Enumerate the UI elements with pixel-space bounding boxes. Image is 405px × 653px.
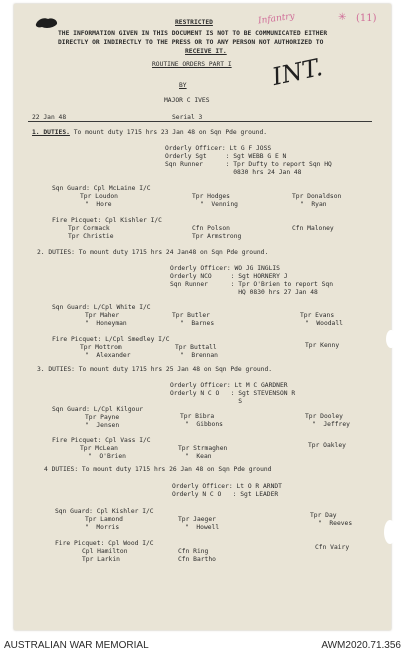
section-4-picquet-cell: Cfn Bartho	[178, 556, 216, 563]
section-2-guard-cell: Tpr Maher	[85, 312, 120, 319]
section-2-picquet-cell: Tpr Buttall	[175, 344, 217, 351]
section-1-picquet-head: Fire Picquet: Cpl Kishler I/C	[52, 217, 162, 224]
section-2-guard-head: Sqn Guard: L/Cpl White I/C	[52, 304, 151, 311]
paper-tear	[384, 520, 396, 544]
section-1-guard-cell: " Hore	[85, 201, 112, 208]
section-3-picquet-cell: " Kean	[185, 453, 212, 460]
section-2-guard-cell: " Barnes	[180, 320, 215, 327]
author: MAJOR C IVES	[164, 97, 210, 104]
section-4-guard-cell: Tpr Jaeger	[178, 516, 216, 523]
ink-stain-icon	[34, 16, 60, 30]
by-label: BY	[179, 82, 187, 89]
section-1-guard-cell: " Ryan	[300, 201, 327, 208]
page-title: ROUTINE ORDERS PART I	[152, 61, 232, 68]
section-4-picquet-cell: Cfn Vairy	[315, 544, 350, 551]
section-4-guard-cell: " Reeves	[318, 520, 353, 527]
section-4-officer-1: Orderly Officer: Lt O R ARNDT	[172, 483, 282, 490]
footer-institution: AUSTRALIAN WAR MEMORIAL	[4, 640, 149, 651]
footer-accession-number: AWM2020.71.356	[321, 640, 401, 651]
section-2-picquet-cell: Tpr Mottrom	[80, 344, 122, 351]
warning-line-2: DIRECTLY OR INDIRECTLY TO THE PRESS OR TO ANY PERSON NOT AUTHORIZED TO	[58, 39, 324, 46]
section-4-picquet-cell: Cfn Ring	[178, 548, 209, 555]
section-1-officer-4: 0830 hrs 24 Jan 48	[165, 169, 302, 176]
section-3-officer-1: Orderly Officer: Lt M C GARDNER	[170, 382, 288, 389]
section-1-officer-1: Orderly Officer: Lt G F JOSS	[165, 145, 272, 152]
classification-label: RESTRICTED	[175, 19, 213, 26]
footer-bar	[0, 638, 405, 653]
section-2-heading: 2. DUTIES: To mount duty 1715 hrs 24 Jan48 on Sqn Pde ground.	[37, 249, 269, 256]
section-1-heading: 1. DUTIES. To mount duty 1715 hrs 23 Jan 48 on Sqn Pde ground.	[32, 129, 268, 136]
section-4-picquet-cell: Cpl Hamilton	[82, 548, 128, 555]
section-3-heading: 3. DUTIES: To mount duty 1715 hrs 25 Jan 48 on Sqn Pde ground.	[37, 366, 273, 373]
section-1-picquet-cell: Tpr Christie	[68, 233, 114, 240]
section-4-guard-cell: " Howell	[185, 524, 220, 531]
section-1-guard-cell: Tpr Donaldson	[292, 193, 342, 200]
warning-line-1: THE INFORMATION GIVEN IN THIS DOCUMENT IS NOT TO BE COMMUNICATED EITHER	[58, 30, 328, 37]
section-2-picquet-cell: " Brennan	[180, 352, 218, 359]
section-3-guard-cell: " Jensen	[85, 422, 120, 429]
section-2-guard-cell: " Honeyman	[85, 320, 127, 327]
section-1-officer-2: Orderly Sgt : Sgt WEBB G E N	[165, 153, 287, 160]
section-1-guard-cell: " Venning	[200, 201, 238, 208]
section-4-officer-2: Orderly N C O : Sgt LEADER	[172, 491, 279, 498]
section-1-picquet-cell: Cfn Polson	[192, 225, 230, 232]
section-4-guard-cell: " Morris	[85, 524, 120, 531]
section-2-picquet-cell: Tpr Kenny	[305, 342, 340, 349]
section-4-picquet-head: Fire Picquet: Cpl Wood I/C	[55, 540, 154, 547]
section-2-officer-1: Orderly Officer: WO JG INGLIS	[170, 265, 280, 272]
section-1-guard-cell: Tpr Hodges	[192, 193, 230, 200]
section-1-guard-head: Sqn Guard: Cpl McLaine I/C	[52, 185, 151, 192]
paper-tear	[386, 330, 396, 348]
section-1-picquet-cell: Tpr Cormack	[68, 225, 110, 232]
section-4-guard-head: Sqn Guard: Cpl Kishler I/C	[55, 508, 154, 515]
section-3-picquet-head: Fire Picquet: Cpl Vass I/C	[52, 437, 151, 444]
section-2-officer-4: HQ 0830 hrs 27 Jan 48	[170, 289, 318, 296]
serial: Serial 3	[172, 114, 203, 121]
pink-page-mark: (11)	[356, 13, 377, 24]
section-2-picquet-head: Fire Picquet: L/Cpl Smedley I/C	[52, 336, 170, 343]
date: 22 Jan 48	[32, 114, 67, 121]
section-2-officer-3: Sqn Runner : Tpr O'Brien to report Sqn	[170, 281, 334, 288]
section-3-guard-head: Sqn Guard: L/Cpl Kilgour	[52, 406, 143, 413]
section-3-officer-3: S	[170, 398, 243, 405]
header-rule	[28, 121, 372, 122]
section-3-officer-2: Orderly N C O : Sgt STEVENSON R	[170, 390, 296, 397]
section-3-guard-cell: Tpr Bibra	[180, 413, 215, 420]
section-3-picquet-cell: Tpr Strmaghen	[178, 445, 228, 452]
section-4-guard-cell: Tpr Day	[310, 512, 337, 519]
section-1-picquet-cell: Tpr Armstrong	[192, 233, 242, 240]
section-1-picquet-cell: Cfn Maloney	[292, 225, 334, 232]
section-2-picquet-cell: " Alexander	[85, 352, 131, 359]
section-3-guard-cell: Tpr Payne	[85, 414, 120, 421]
section-2-officer-2: Orderly NCO : Sgt HORNERY J	[170, 273, 288, 280]
section-3-picquet-cell: " O'Brien	[88, 453, 126, 460]
warning-line-3: RECEIVE IT.	[185, 48, 227, 55]
section-3-picquet-cell: Tpr Oakley	[308, 442, 346, 449]
pink-tick: ✳	[338, 12, 347, 23]
section-2-guard-cell: " Woodall	[305, 320, 343, 327]
section-4-picquet-cell: Tpr Larkin	[82, 556, 120, 563]
pink-annotation: Infantry	[257, 11, 296, 27]
section-1-guard-cell: Tpr Loudon	[80, 193, 118, 200]
section-1-officer-3: Sqn Runner : Tpr Dufty to report Sqn HQ	[165, 161, 332, 168]
handwritten-int: INT.	[269, 53, 325, 91]
section-3-guard-cell: " Jeffrey	[312, 421, 350, 428]
section-3-picquet-cell: Tpr McLean	[80, 445, 118, 452]
section-4-guard-cell: Tpr Lamond	[85, 516, 123, 523]
section-4-heading: 4 DUTIES: To mount duty 1715 hrs 26 Jan 48 on Sqn Pde ground	[44, 466, 272, 473]
section-3-guard-cell: Tpr Dooley	[305, 413, 343, 420]
section-2-guard-cell: Tpr Butler	[172, 312, 210, 319]
section-3-guard-cell: " Gibbons	[185, 421, 223, 428]
section-2-guard-cell: Tpr Evans	[300, 312, 335, 319]
